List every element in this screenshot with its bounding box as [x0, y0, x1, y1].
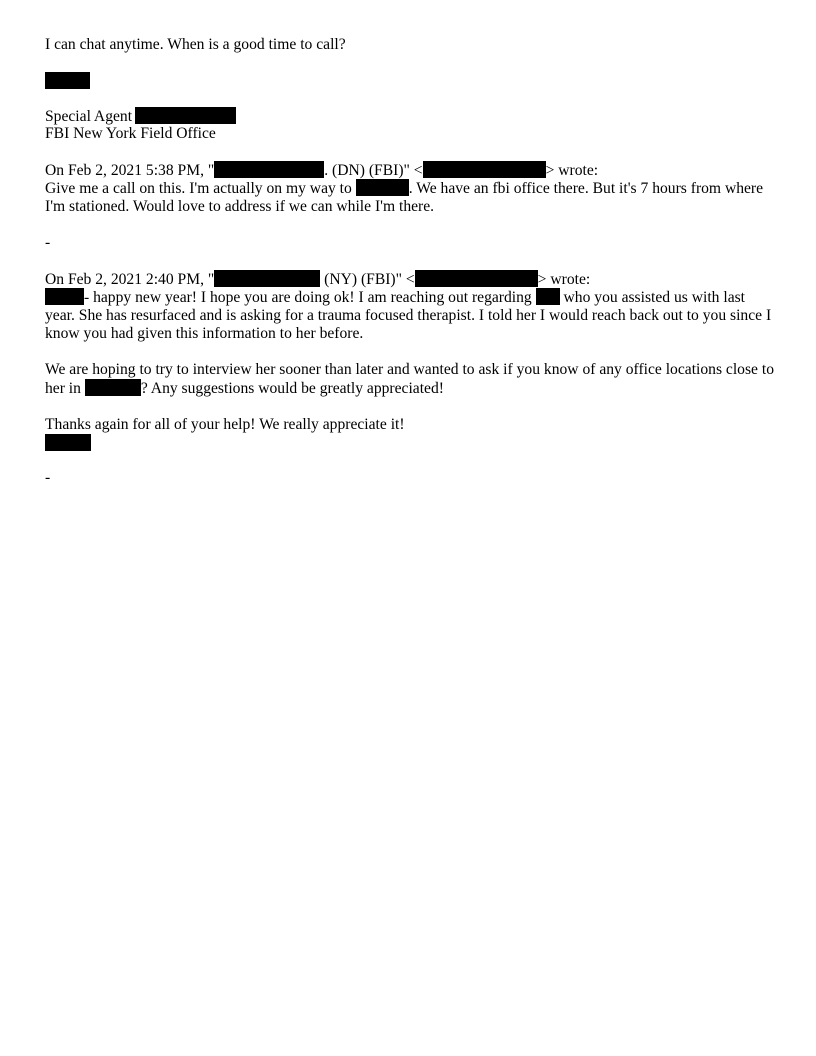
quote1-header-prefix: On Feb 2, 2021 5:38 PM, ": [45, 162, 215, 179]
quote2-p1-part2: who you assisted us with last year. She has resurfaced and is asking for a trauma focused therapist. I told her I would reach back out to you since I know you had given this information to her before.: [45, 289, 772, 342]
quote1-body-part1: Give me a call on this. I'm actually on my way to: [45, 180, 356, 197]
quote2-p1-part1: - happy new year! I hope you are doing ok! I am reaching out regarding: [84, 289, 536, 306]
quote2-paragraph-1: [45, 288, 775, 343]
quote1-header-suffix: > wrote:: [545, 162, 599, 179]
quote2-header-prefix: On Feb 2, 2021 2:40 PM, ": [45, 271, 215, 288]
redacted-quote1-email: [423, 161, 546, 178]
spacer: [45, 216, 775, 234]
redacted-quote1-location: [356, 179, 409, 196]
spacer: [45, 343, 775, 361]
spacer: [45, 54, 775, 72]
signature-title: Special Agent: [45, 108, 133, 125]
redacted-quote2-name: [214, 270, 320, 287]
spacer: [45, 252, 775, 270]
quote2-paragraph-2: [45, 361, 775, 398]
quote2-p2-part2: ? Any suggestions would be greatly appreciated!: [140, 380, 444, 397]
redacted-quote2-email: [415, 270, 538, 287]
signature-title-line: [45, 107, 775, 125]
redacted-signoff-name: [45, 434, 91, 451]
quote2-header: [45, 270, 775, 288]
spacer: [45, 398, 775, 416]
spacer: [45, 143, 775, 161]
signature-office: FBI New York Field Office: [45, 125, 216, 142]
redacted-victim-name: [536, 288, 560, 305]
reply-text: I can chat anytime. When is a good time to call?: [45, 36, 346, 53]
quote1-separator: -: [45, 234, 51, 251]
quote1-header-middle: . (DN) (FBI)" <: [324, 162, 423, 179]
quote2-header-suffix: > wrote:: [537, 271, 591, 288]
spacer: [45, 89, 775, 107]
redacted-quote1-name: [214, 161, 324, 178]
quote1-header: [45, 161, 775, 179]
redacted-greeting-name: [45, 288, 84, 305]
quote2-p2-part1: We are hoping to try to interview her sooner than later and wanted to ask if you know of any office locations close to her in: [45, 361, 774, 397]
quote1-body-part2: . We have an fbi office there. But it's 7 hours from where I'm stationed. Would love to address if we can while I'm there.: [45, 180, 764, 215]
spacer: [45, 451, 775, 469]
redacted-sender-name: [45, 72, 90, 89]
redacted-quote2-location: [85, 379, 141, 396]
quote2-header-middle: (NY) (FBI)" <: [320, 271, 415, 288]
quote2-paragraph-3: Thanks again for all of your help! We really appreciate it!: [45, 416, 405, 433]
email-document: [45, 36, 775, 487]
quote1-body: [45, 179, 775, 216]
quote2-separator: -: [45, 469, 51, 486]
redacted-agent-name: [135, 107, 236, 124]
